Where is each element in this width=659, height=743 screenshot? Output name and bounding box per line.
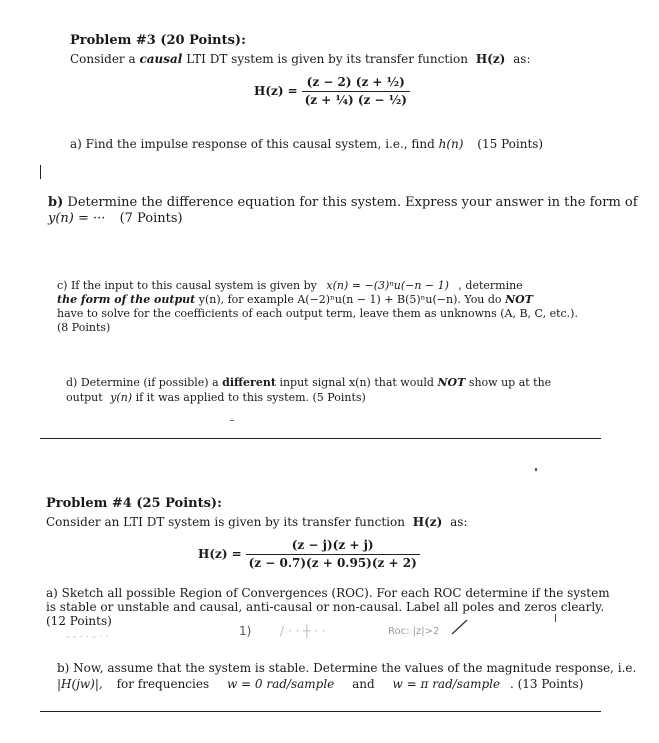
- handwriting-roc-note: Roc: |z|>2: [388, 626, 440, 637]
- problem3-eq-lhs: H(z) =: [254, 84, 298, 98]
- section-divider-top: [40, 438, 601, 439]
- problem3-part-d-line2-pre: output: [66, 391, 103, 404]
- problem3-part-b-text: Determine the difference equation for this system. Express your answer in the form of: [67, 195, 638, 210]
- problem3-part-d-line1-post: show up at the: [468, 376, 552, 389]
- problem3-title: Problem #3 (20 Points):: [70, 33, 246, 48]
- problem3-part-d-line1: [66, 376, 551, 390]
- problem4-part-b-line1: b) Now, assume that the system is stable. Determine the values of the magnitude response, i.e.: [57, 661, 637, 675]
- problem3-part-c-not: NOT: [505, 293, 533, 306]
- problem4-part-b-points: . (13 Points): [509, 677, 584, 691]
- problem3-transfer-function: [254, 75, 410, 108]
- problem3-part-c-line3: have to solve for the coefficients of each output term, leave them as unknowns (A, B, C, etc.).: [57, 307, 578, 320]
- problem3-part-d-y: y(n): [110, 391, 133, 404]
- problem4-part-b-mag: |H(jw)|,: [57, 677, 103, 691]
- problem3-intro: [70, 52, 531, 67]
- problem3-part-d-not: NOT: [437, 376, 466, 389]
- problem3-part-b-line1: [48, 195, 638, 211]
- problem3-eq-denominator: (z + ¼) (z − ½): [302, 91, 410, 108]
- problem3-intro-causal: causal: [139, 52, 183, 66]
- problem4-part-a-line1: a) Sketch all possible Region of Convergences (ROC). For each ROC determine if the system: [46, 586, 610, 600]
- handwriting-pole-sketch: / · · ┼ · ·: [280, 624, 326, 638]
- problem3-part-c-points: (8 Points): [57, 321, 111, 334]
- handwriting-scribble-left: [66, 632, 109, 644]
- problem3-eq-fraction: [302, 75, 410, 108]
- problem4-intro: [46, 515, 467, 530]
- problem3-part-a-text: a) Find the impulse response of this causal system, i.e., find: [70, 137, 435, 151]
- problem3-part-b-points: (7 Points): [119, 211, 183, 226]
- problem4-part-b-line2: [57, 677, 583, 692]
- problem3-intro-as: as:: [513, 52, 531, 66]
- problem3-part-d-line2: [66, 391, 366, 405]
- problem3-part-a: [70, 137, 543, 152]
- problem4-intro-H: H(z): [412, 515, 443, 529]
- problem4-part-b-and: and: [352, 677, 375, 691]
- problem4-part-a-line2: is stable or unstable and causal, anti-causal or non-causal. Label all poles and zeros clearly.: [46, 600, 605, 614]
- handwriting-slash-stroke: [450, 618, 470, 636]
- problem3-part-c-line1-pre: c) If the input to this causal system is given by: [57, 279, 317, 292]
- problem3-part-d-different: different: [222, 376, 276, 389]
- problem3-part-d-line1-mid: input signal x(n) that would: [279, 376, 434, 389]
- problem3-intro-post: LTI DT system is given by its transfer function: [186, 52, 468, 66]
- problem3-part-c-line2-mid: y(n), for example A(−2)ⁿu(n − 1) + B(5)ⁿu(−n). You do: [198, 293, 502, 306]
- problem3-part-c-line1: [57, 279, 523, 293]
- problem3-part-c-form: the form of the output: [57, 293, 196, 306]
- faint-marks: - - · · - · ·: [66, 632, 109, 643]
- problem3-part-c-line1-post: , determine: [458, 279, 523, 292]
- problem3-part-a-h: h(n): [438, 137, 464, 151]
- problem3-part-d-line2-post: if it was applied to this system. (5 Points): [135, 391, 366, 404]
- problem4-eq-numerator: (z − j)(z + j): [291, 538, 374, 552]
- stray-pen-mark: [40, 165, 41, 179]
- problem3-part-b-label: b): [48, 195, 64, 210]
- problem4-intro-as: as:: [450, 515, 468, 529]
- problem3-part-b-form: y(n) = ···: [48, 211, 106, 226]
- problem4-title: Problem #4 (25 Points):: [46, 496, 222, 511]
- problem3-part-b-line2: [48, 211, 183, 227]
- problem4-eq-lhs: H(z) =: [198, 547, 242, 561]
- problem3-part-c-line2: [57, 293, 533, 307]
- section-divider-bottom: [40, 711, 601, 712]
- problem3-part-c-input: x(n) = −(3)ⁿu(−n − 1): [326, 279, 449, 292]
- stray-tick: [555, 614, 556, 622]
- problem3-intro-pre: Consider a: [70, 52, 136, 66]
- problem3-part-d-line1-pre: d) Determine (if possible) a: [66, 376, 219, 389]
- problem4-eq-fraction: [246, 538, 420, 571]
- stray-dash: [230, 420, 234, 421]
- problem3-eq-numerator: (z − 2) (z + ½): [306, 75, 405, 89]
- problem4-eq-denominator: (z − 0.7)(z + 0.95)(z + 2): [246, 554, 420, 571]
- problem4-part-b-wpi: w = π rad/sample: [392, 677, 501, 691]
- problem4-part-a-points: (12 Points): [46, 614, 112, 628]
- problem3-intro-H: H(z): [475, 52, 506, 66]
- problem3-part-a-points: (15 Points): [477, 137, 544, 151]
- handwriting-item-1: 1): [239, 624, 252, 638]
- stray-dot: [535, 468, 537, 471]
- problem4-part-b-freq-pre: for frequencies: [116, 677, 210, 691]
- problem4-transfer-function: [198, 538, 420, 571]
- problem4-part-b-w0: w = 0 rad/sample: [226, 677, 335, 691]
- problem4-intro-pre: Consider an LTI DT system is given by its transfer function: [46, 515, 405, 529]
